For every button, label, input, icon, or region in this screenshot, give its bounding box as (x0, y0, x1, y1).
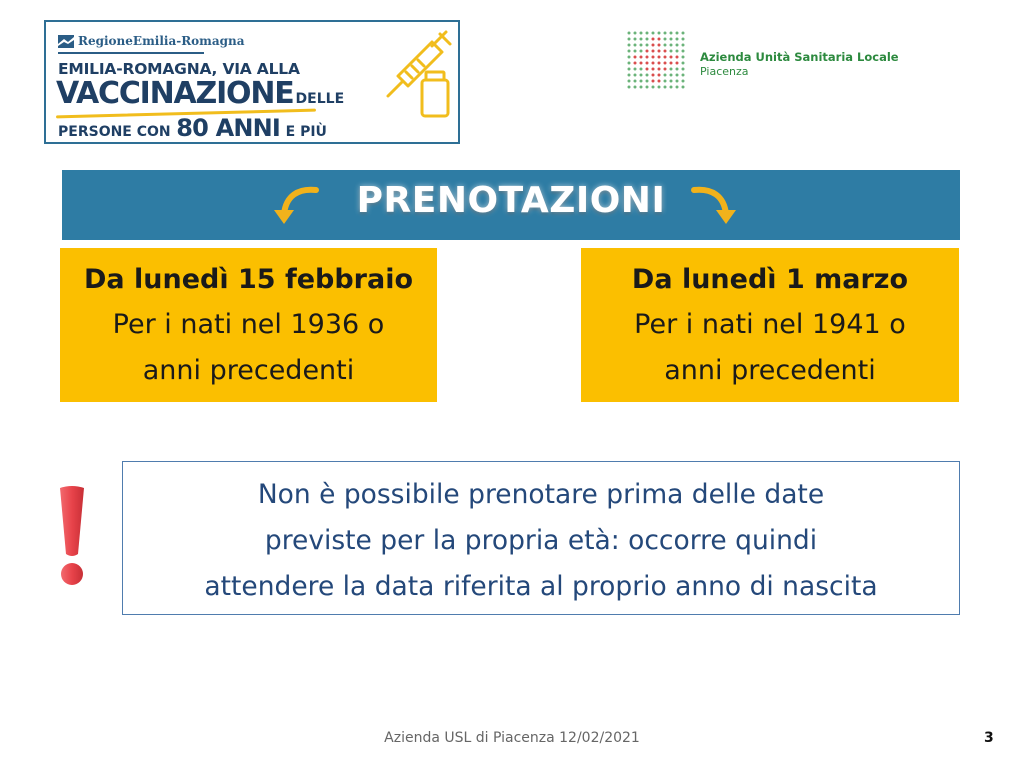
warning-line-1: Non è possibile prenotare prima delle date (257, 479, 825, 510)
booking-box-1-marzo (581, 248, 959, 402)
region-flag-icon (58, 35, 74, 48)
warning-note (122, 461, 960, 615)
booking-description-line-1: Per i nati nel 1941 o (634, 309, 906, 340)
banner-vaccinazione: VACCINAZIONE (56, 76, 294, 111)
booking-date: Da lunedì 15 febbraio (83, 264, 414, 295)
curved-arrow-right-icon (688, 180, 738, 228)
ausl-dot-grid-logo (626, 30, 688, 90)
region-rule (58, 52, 204, 54)
region-logo (58, 32, 245, 50)
agency-name: Azienda Unità Sanitaria Locale (700, 50, 899, 64)
prenotazioni-header (62, 170, 960, 240)
banner-line-2 (56, 76, 344, 111)
booking-box-15-febbraio (60, 248, 437, 402)
banner-persone-con: PERSONE CON (58, 124, 171, 140)
warning-line-2: previste per la propria età: occorre quindi (264, 525, 818, 556)
banner-e-piu: E PIÙ (285, 124, 327, 140)
region-name: RegioneEmilia-Romagna (78, 34, 245, 48)
booking-description-line-2: anni precedenti (142, 355, 355, 386)
syringe-vial-icon (374, 28, 458, 120)
prenotazioni-title: PRENOTAZIONI (356, 180, 666, 221)
vaccination-banner (44, 20, 460, 144)
booking-date: Da lunedì 1 marzo (631, 264, 909, 295)
page-number: 3 (984, 730, 994, 746)
exclamation-icon (52, 484, 92, 588)
banner-delle: DELLE (295, 91, 345, 107)
banner-line-3 (58, 114, 327, 142)
footer-text: Azienda USL di Piacenza 12/02/2021 (384, 730, 640, 746)
banner-line-1: EMILIA-ROMAGNA, VIA ALLA (58, 60, 300, 78)
banner-80-anni: 80 ANNI (176, 114, 281, 142)
booking-description-line-2: anni precedenti (664, 355, 876, 386)
booking-description-line-1: Per i nati nel 1936 o (112, 309, 385, 340)
warning-line-3: attendere la data riferita al proprio anno di nascita (204, 571, 878, 602)
agency-city: Piacenza (700, 65, 749, 78)
